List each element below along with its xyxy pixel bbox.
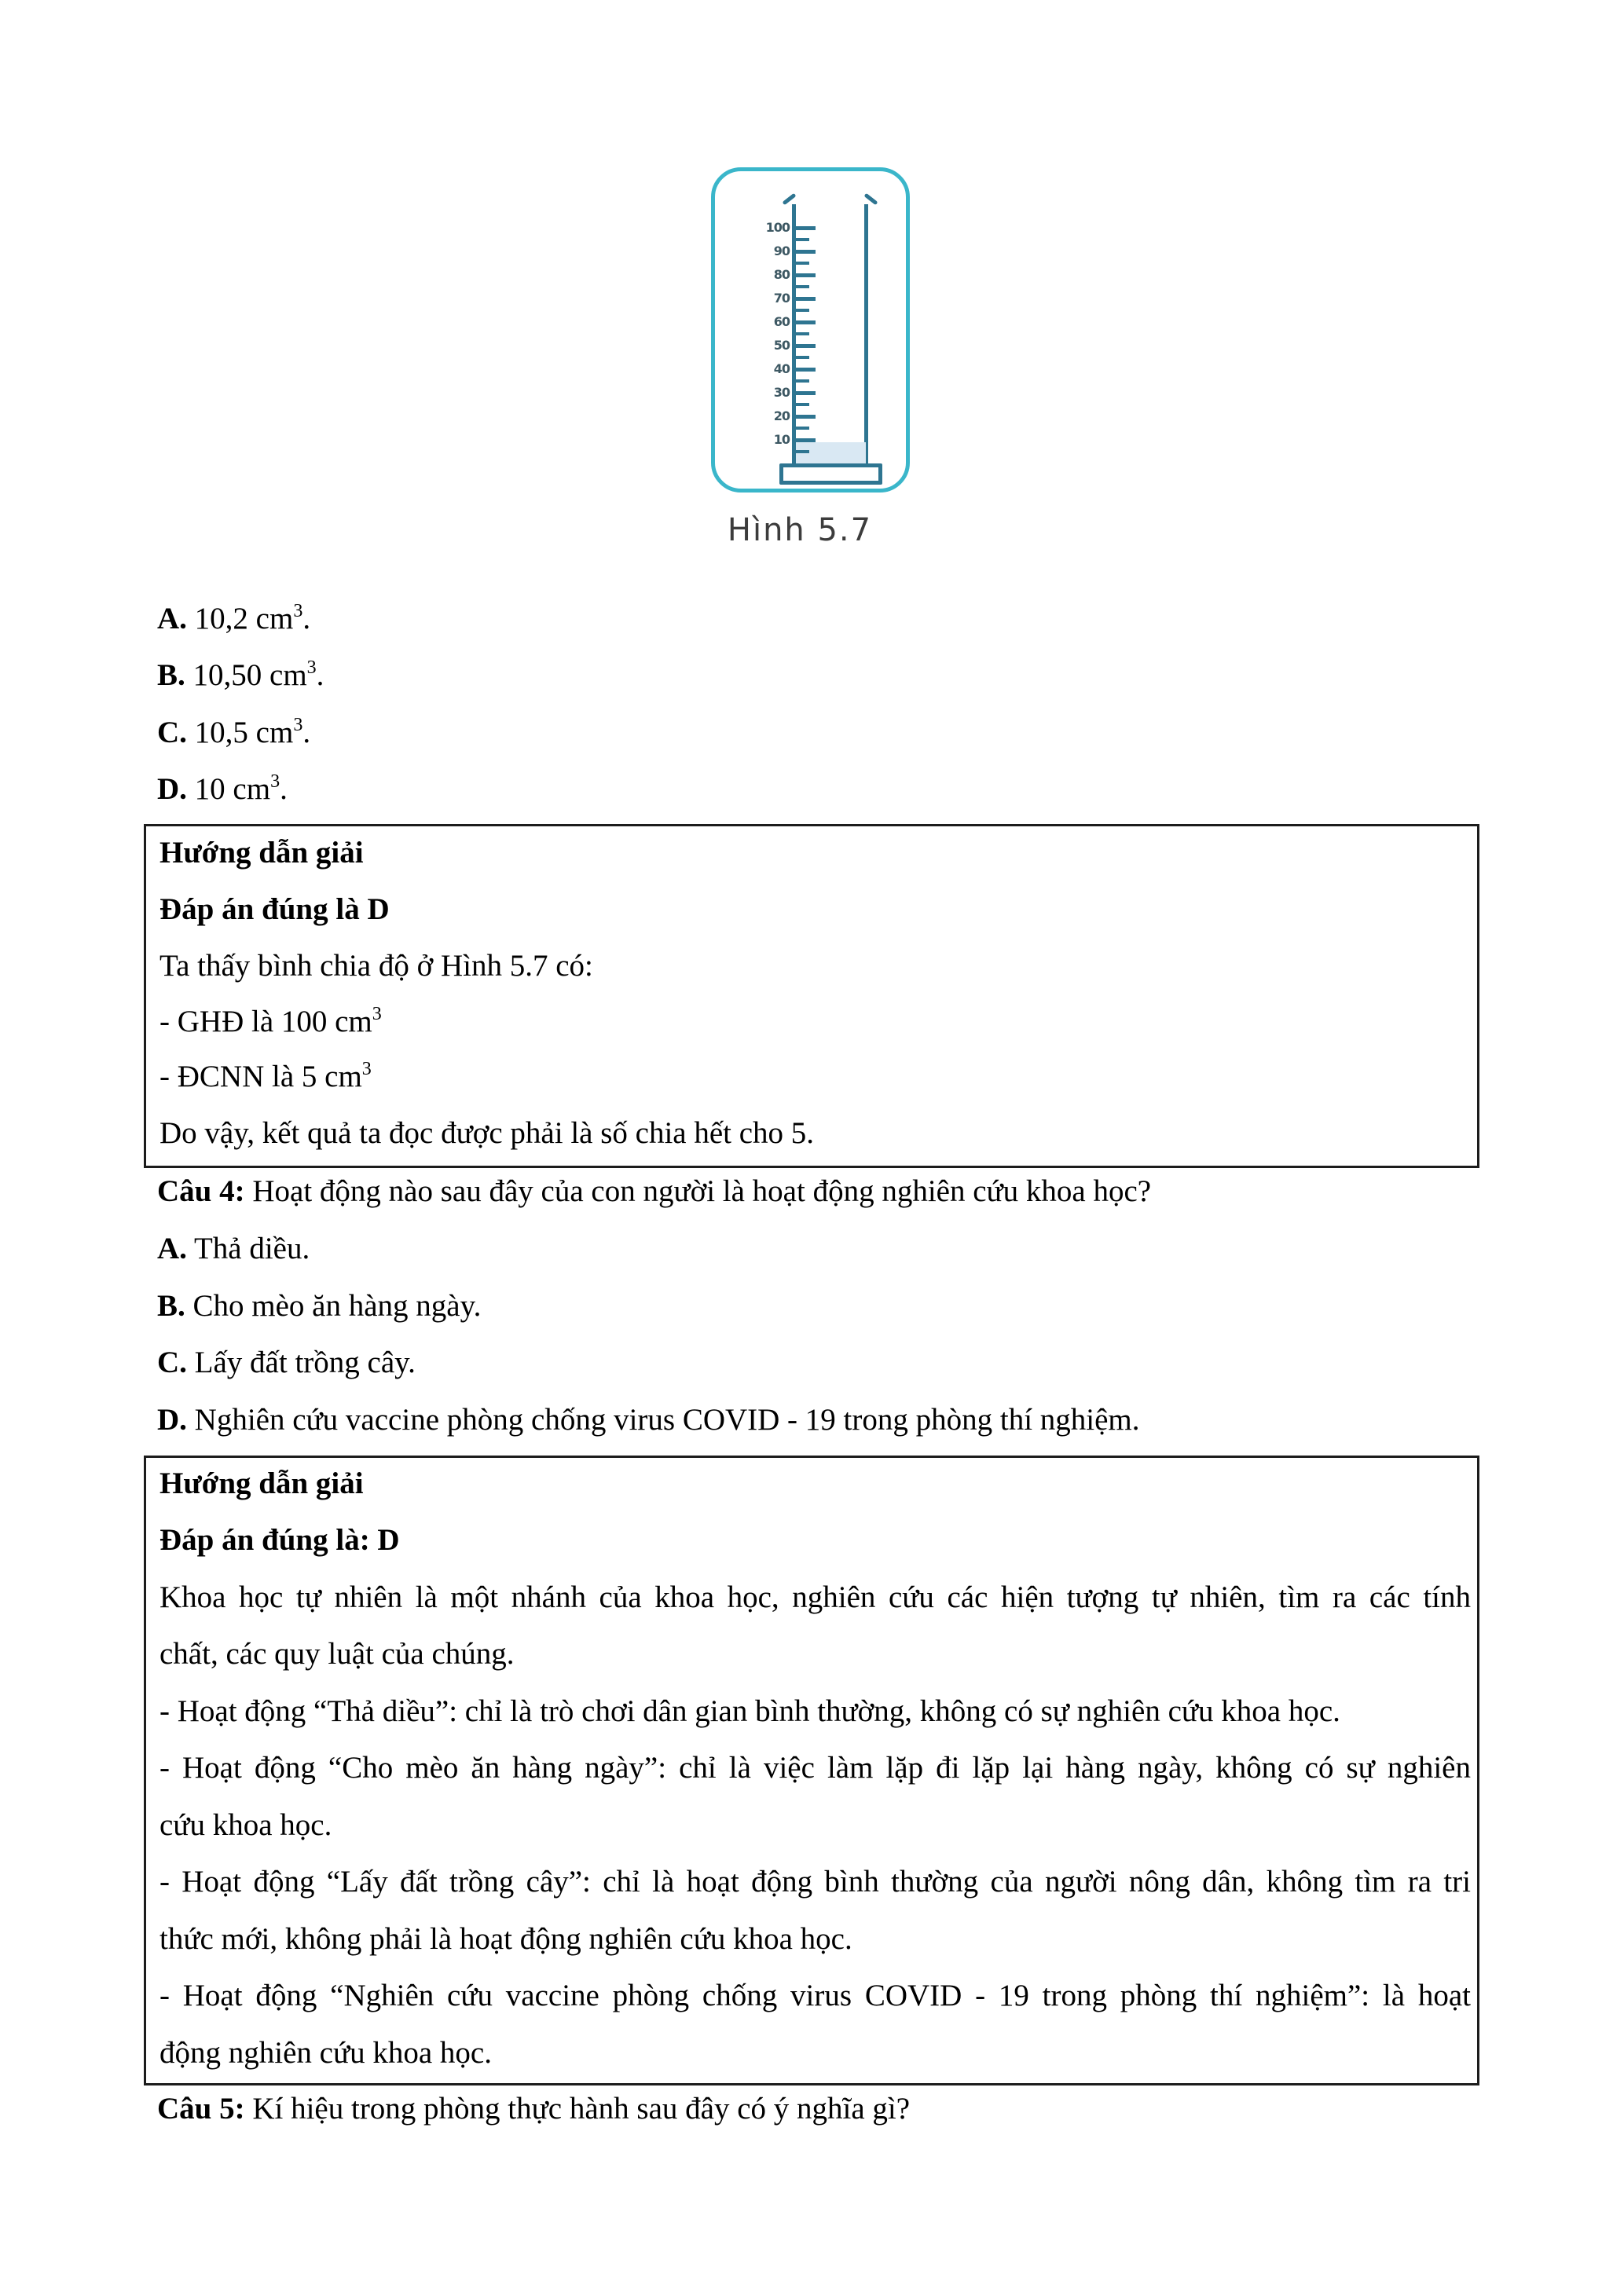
minor-tick bbox=[796, 285, 809, 288]
solution-line: - Hoạt động “Cho mèo ăn hàng ngày”: chỉ là việc làm lặp đi lặp lại hàng ngày, không có sự nghiên bbox=[159, 1751, 1471, 1785]
minor-tick bbox=[796, 403, 809, 406]
scale-label-80: 80 bbox=[773, 267, 790, 282]
scale-label-30: 30 bbox=[773, 385, 790, 400]
solution-heading: Hướng dẫn giải bbox=[159, 836, 364, 870]
major-tick-80 bbox=[796, 273, 816, 277]
solution-line: chất, các quy luật của chúng. bbox=[159, 1637, 515, 1671]
figure-caption: Hình 5.7 bbox=[727, 512, 873, 548]
major-tick-30 bbox=[796, 391, 816, 395]
solution-box-2 bbox=[144, 1456, 1479, 2085]
minor-tick bbox=[796, 379, 809, 383]
major-tick-50 bbox=[796, 344, 816, 348]
solution-line: động nghiên cứu khoa học. bbox=[159, 2036, 492, 2070]
solution-box-1 bbox=[144, 824, 1479, 1168]
option-a: A. 10,2 $cm^3$. bbox=[157, 601, 311, 635]
minor-tick bbox=[796, 450, 809, 453]
option-d: D. 10 $cm^3$. bbox=[157, 771, 288, 806]
major-tick-70 bbox=[796, 297, 816, 301]
major-tick-100 bbox=[796, 226, 816, 230]
solution-line: - GHĐ là 100 $cm^3$ bbox=[159, 1004, 382, 1038]
solution-line: thức mới, không phải là hoạt động nghiên cứu khoa học. bbox=[159, 1922, 852, 1956]
option-c: C. Lấy đất trồng cây. bbox=[157, 1346, 416, 1379]
option-c: C. 10,5 $cm^3$. bbox=[157, 715, 311, 749]
question-4: Câu 4: Hoạt động nào sau đây của con người là hoạt động nghiên cứu khoa học? bbox=[157, 1174, 1152, 1208]
solution-line: Do vậy, kết quả ta đọc được phải là số chia hết cho 5. bbox=[159, 1116, 815, 1150]
minor-tick bbox=[796, 427, 809, 430]
major-tick-90 bbox=[796, 250, 816, 254]
solution-line: - Hoạt động “Nghiên cứu vaccine phòng chống virus COVID - 19 trong phòng thí nghiệm”: là hoạt bbox=[159, 1979, 1471, 2012]
graduated-cylinder bbox=[711, 167, 910, 493]
solution-line: cứu khoa học. bbox=[159, 1808, 332, 1842]
major-tick-40 bbox=[796, 368, 816, 372]
scale-label-20: 20 bbox=[773, 408, 790, 423]
cylinder-lip-right bbox=[863, 193, 878, 206]
solution-heading: Hướng dẫn giải bbox=[159, 1467, 364, 1500]
option-b: B. 10,50 $cm^3$. bbox=[157, 657, 324, 692]
major-tick-20 bbox=[796, 415, 816, 419]
solution-line: - ĐCNN là 5 $cm^3$ bbox=[159, 1059, 372, 1093]
scale-label-70: 70 bbox=[773, 291, 790, 306]
solution-line: - Hoạt động “Thả diều”: chỉ là trò chơi dân gian bình thường, không có sự nghiên cứu khoa học. bbox=[159, 1694, 1340, 1728]
solution-answer: Đáp án đúng là D bbox=[159, 892, 390, 926]
major-tick-10 bbox=[796, 438, 816, 442]
major-tick-60 bbox=[796, 320, 816, 324]
scale-label-10: 10 bbox=[773, 432, 790, 447]
option-b: B. Cho mèo ăn hàng ngày. bbox=[157, 1289, 482, 1323]
minor-tick bbox=[796, 262, 809, 265]
scale-label-100: 100 bbox=[765, 220, 790, 235]
scale-label-50: 50 bbox=[773, 338, 790, 353]
solution-answer: Đáp án đúng là: D bbox=[159, 1523, 400, 1557]
minor-tick bbox=[796, 356, 809, 359]
solution-line: Ta thấy bình chia độ ở Hình 5.7 có: bbox=[159, 949, 593, 983]
solution-line: - Hoạt động “Lấy đất trồng cây”: chỉ là hoạt động bình thường của người nông dân, không tìm ra tri bbox=[159, 1865, 1471, 1899]
scale-label-90: 90 bbox=[773, 244, 790, 258]
scale-label-40: 40 bbox=[773, 361, 790, 376]
minor-tick bbox=[796, 238, 809, 241]
cylinder-lip-left bbox=[782, 193, 796, 206]
minor-tick bbox=[796, 309, 809, 312]
solution-line: Khoa học tự nhiên là một nhánh của khoa học, nghiên cứu các hiện tượng tự nhiên, tìm ra các tính bbox=[159, 1580, 1471, 1614]
option-a: A. Thả diều. bbox=[157, 1232, 310, 1265]
minor-tick bbox=[796, 332, 809, 335]
cylinder-right-wall bbox=[864, 204, 868, 463]
cylinder-base bbox=[779, 463, 882, 485]
question-5: Câu 5: Kí hiệu trong phòng thực hành sau đây có ý nghĩa gì? bbox=[157, 2092, 911, 2126]
scale-label-60: 60 bbox=[773, 314, 790, 329]
option-d: D. Nghiên cứu vaccine phòng chống virus COVID - 19 trong phòng thí nghiệm. bbox=[157, 1403, 1140, 1437]
